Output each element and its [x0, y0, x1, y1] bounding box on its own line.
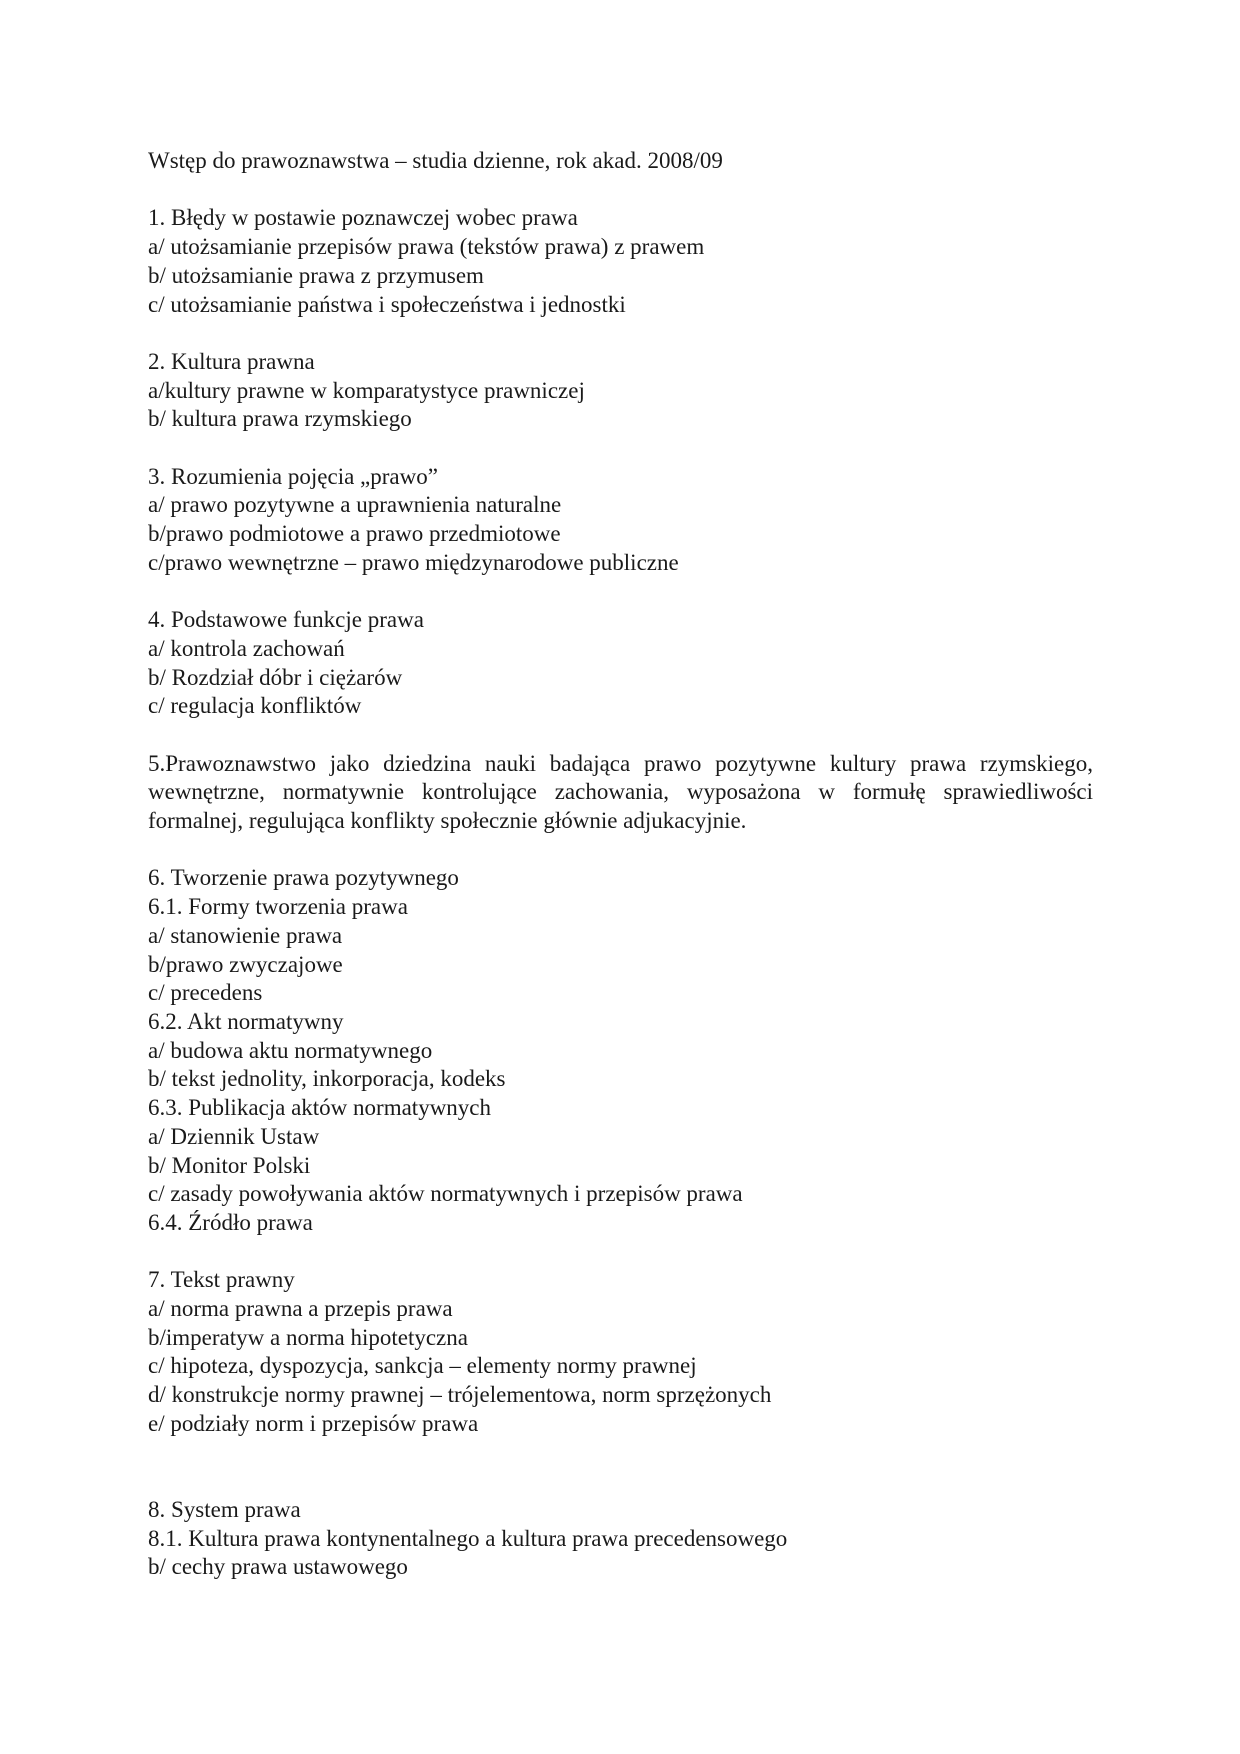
outline-line: a/ stanowienie prawa [148, 922, 343, 948]
outline-line: a/ utożsamianie przepisów prawa (tekstów prawa) z prawem [148, 234, 705, 260]
outline-line: 6.4. Źródło prawa [148, 1209, 313, 1235]
outline-line: 7. Tekst prawny [148, 1267, 295, 1293]
blank-line [148, 578, 1093, 607]
outline-line: b/ tekst jednolity, inkorporacja, kodeks [148, 1066, 506, 1092]
outline-line: a/kultury prawne w komparatystyce prawniczej [148, 377, 585, 403]
outline-line: b/imperatyw a norma hipotetyczna [148, 1324, 468, 1350]
blank-line [148, 1238, 1093, 1267]
outline-line: b/ utożsamianie prawa z przymusem [148, 262, 484, 288]
outline-line: c/prawo wewnętrzne – prawo międzynarodowe publiczne [148, 549, 679, 575]
outline-line: b/ Monitor Polski [148, 1152, 311, 1178]
outline-line: c/ precedens [148, 980, 263, 1006]
blank-line [148, 836, 1093, 865]
outline-line: e/ podziały norm i przepisów prawa [148, 1410, 479, 1436]
outline-line: a/ budowa aktu normatywnego [148, 1037, 433, 1063]
blank-line [148, 721, 1093, 750]
outline-line: 8. System prawa [148, 1496, 301, 1522]
outline-line: a/ norma prawna a przepis prawa [148, 1296, 453, 1322]
paragraph-5: 5.Prawoznawstwo jako dziedzina nauki badająca prawo pozytywne kultury prawa rzymskiego, wewnętrzne, normatywnie kontrolujące zachowania, wyposażona w formułę sprawiedliwości formalnej, regulująca konflikty społecznie głównie adjukacyjnie. [148, 750, 1093, 834]
outline-line: c/ zasady powoływania aktów normatywnych i przepisów prawa [148, 1181, 743, 1207]
outline-line: d/ konstrukcje normy prawnej – trójelementowa, norm sprzężonych [148, 1382, 772, 1408]
blank-line [148, 1439, 1093, 1468]
outline-line: 1. Błędy w postawie poznawczej wobec prawa [148, 205, 578, 231]
outline-line: b/prawo zwyczajowe [148, 951, 343, 977]
document-title: Wstęp do prawoznawstwa – studia dzienne, rok akad. 2008/09 [148, 148, 723, 173]
outline-line: c/ hipoteza, dyspozycja, sankcja – elementy normy prawnej [148, 1353, 697, 1379]
outline-line: 6.3. Publikacja aktów normatywnych [148, 1095, 492, 1121]
outline-section-1-4 [148, 176, 1093, 750]
outline-line: 6.1. Formy tworzenia prawa [148, 894, 408, 920]
outline-line: b/ kultura prawa rzymskiego [148, 406, 412, 432]
outline-line: a/ prawo pozytywne a uprawnienia naturalne [148, 492, 562, 518]
outline-line: b/prawo podmiotowe a prawo przedmiotowe [148, 521, 561, 547]
outline-line: 2. Kultura prawna [148, 348, 315, 374]
outline-line: 6. Tworzenie prawa pozytywnego [148, 865, 459, 891]
outline-section-6-8 [148, 836, 1093, 1582]
blank-line [148, 434, 1093, 463]
outline-line: 8.1. Kultura prawa kontynentalnego a kultura prawa precedensowego [148, 1525, 788, 1551]
outline-line: a/ kontrola zachowań [148, 635, 345, 661]
outline-line: 3. Rozumienia pojęcia „prawo” [148, 463, 438, 489]
outline-line: a/ Dziennik Ustaw [148, 1123, 320, 1149]
outline-line: 4. Podstawowe funkcje prawa [148, 607, 424, 633]
outline-line: b/ cechy prawa ustawowego [148, 1554, 408, 1580]
outline-line: b/ Rozdział dóbr i ciężarów [148, 664, 403, 690]
outline-line: 6.2. Akt normatywny [148, 1009, 344, 1034]
outline-line: c/ regulacja konfliktów [148, 693, 362, 719]
blank-line [148, 1467, 1093, 1496]
document-page [148, 147, 1093, 1582]
blank-line [148, 176, 1093, 205]
blank-line [148, 319, 1093, 348]
outline-line: c/ utożsamianie państwa i społeczeństwa i jednostki [148, 291, 626, 317]
